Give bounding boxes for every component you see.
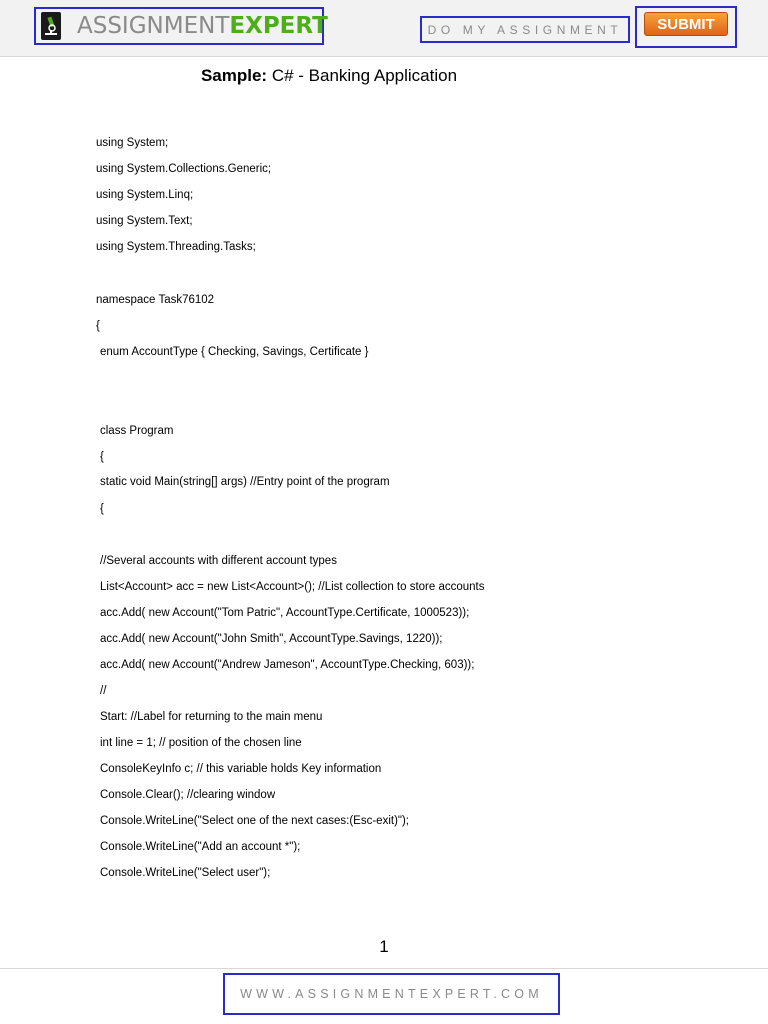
code-line: { [100,451,104,463]
submit-button[interactable]: SUBMIT [644,12,728,36]
code-line: using System.Text; [96,215,193,227]
code-line: acc.Add( new Account("Tom Patric", AccountType.Certificate, 1000523)); [100,607,470,619]
logo-text-expert: EXPERT [229,13,328,39]
code-line: using System.Linq; [96,189,194,201]
logo-text-assignment: ASSIGNMENT [77,13,230,39]
title-bold: Sample: [200,66,268,85]
code-line: Console.WriteLine("Select one of the next cases:(Esc-exit)"); [100,815,410,827]
code-line: Console.WriteLine("Add an account *"); [100,841,301,853]
code-line: Console.Clear(); //clearing window [100,789,276,801]
code-line: static void Main(string[] args) //Entry point of the program [100,476,390,488]
code-line: acc.Add( new Account("John Smith", AccountType.Savings, 1220)); [100,633,443,645]
code-line: Start: //Label for returning to the main menu [100,711,323,723]
do-my-assignment-link[interactable]: DO MY ASSIGNMENT [420,16,630,43]
page-title [0,66,658,86]
page-number: 1 [379,937,389,956]
footer-url-link[interactable]: WWW.ASSIGNMENTEXPERT.COM [223,973,560,1015]
code-line: ConsoleKeyInfo c; // this variable holds Key information [100,763,382,775]
code-line: using System.Threading.Tasks; [96,241,256,253]
site-header [0,0,768,57]
code-line: { [96,320,100,332]
code-line: enum AccountType { Checking, Savings, Certificate } [100,346,369,358]
title-rest: C# - Banking Application [267,66,458,85]
code-line: using System; [96,137,169,149]
site-logo[interactable] [34,7,328,45]
code-line: acc.Add( new Account("Andrew Jameson", AccountType.Checking, 603)); [100,659,475,671]
code-line: List<Account> acc = new List<Account>(); //List collection to store accounts [100,581,485,593]
code-line: namespace Task76102 [96,294,215,306]
code-line: using System.Collections.Generic; [96,163,272,175]
submit-frame [635,6,737,48]
code-line: { [100,503,104,515]
microscope-icon [41,12,61,40]
footer-divider [0,968,768,969]
code-line: class Program [100,425,174,437]
code-line: // [100,685,107,697]
logo-text [77,13,328,39]
code-line: //Several accounts with different account types [100,555,337,567]
code-line: int line = 1; // position of the chosen line [100,737,302,749]
code-line: Console.WriteLine("Select user"); [100,867,271,879]
